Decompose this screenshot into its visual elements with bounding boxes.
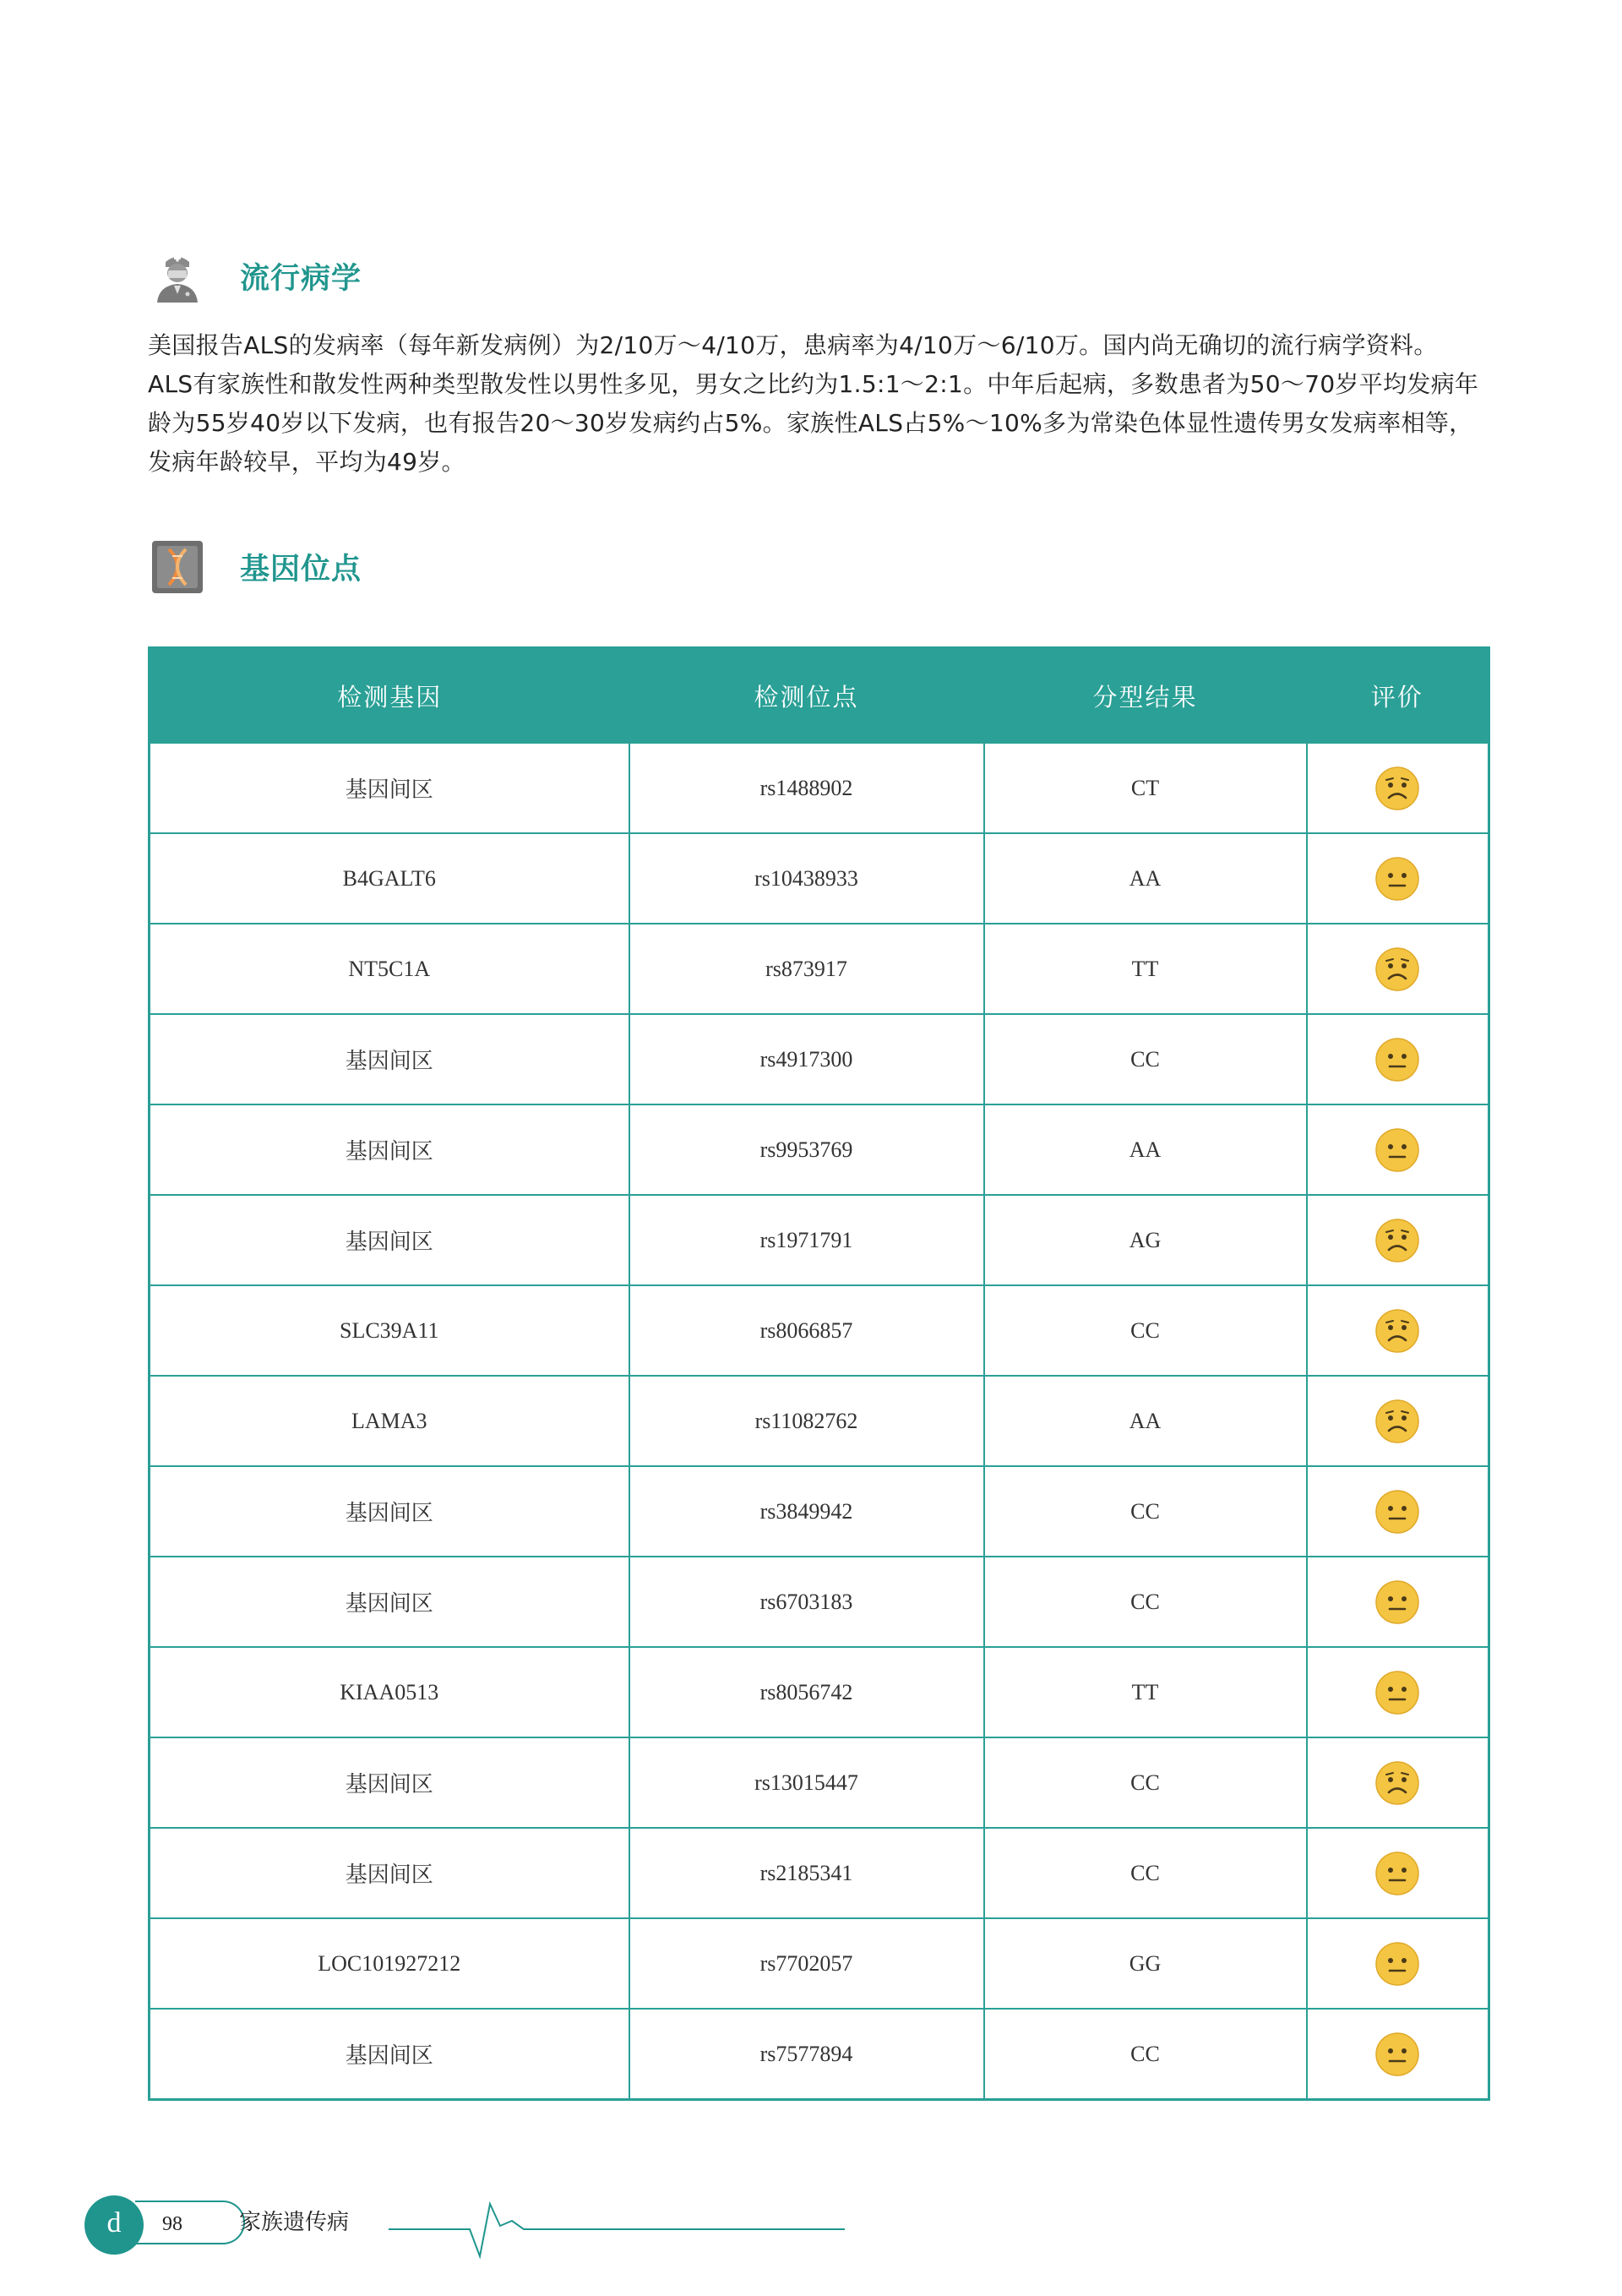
epidemiology-paragraph: 美国报告ALS的发病率（每年新发病例）为2/10万～4/10万，患病率为4/10万～6/10万。国内尚无确切的流行病学资料。ALS有家族性和散发性两种类型散发性以男性多见，男女之比约为1.5:1～2:1。中年后起病，多数患者为50～70岁平均发病年龄为55岁40岁以下发病，也有报告20～30岁发病约占5%。家族性ALS占5%～10%多为常染色体显性遗传男女发病率相等，发病年龄较早，平均为49岁。 (148, 331, 1479, 476)
footer-label: 家族遗传病 (239, 2210, 350, 2235)
header-rating: 评价 (1307, 648, 1489, 744)
rating-cell (1307, 1918, 1489, 2009)
site-cell: rs2185341 (629, 1828, 984, 1918)
gene-cell: 基因间区 (150, 1737, 629, 1828)
neutral-face-icon (1374, 1941, 1420, 1987)
table-row (150, 1285, 1489, 1376)
table-row (150, 1195, 1489, 1285)
sad-face-icon (1374, 766, 1420, 811)
genotype-cell: TT (984, 924, 1307, 1014)
sad-face-icon (1374, 1308, 1420, 1354)
sad-face-icon (1374, 1218, 1420, 1263)
rating-cell (1307, 1828, 1489, 1918)
sad-face-icon (1374, 1399, 1420, 1444)
table-row (150, 743, 1489, 833)
rating-cell (1307, 1376, 1489, 1466)
table-header-row (150, 648, 1489, 744)
genotype-cell: AA (984, 1376, 1307, 1466)
rating-cell (1307, 1647, 1489, 1737)
gene-cell: LOC101927212 (150, 1918, 629, 2009)
table-row (150, 1104, 1489, 1195)
site-cell: rs3849942 (629, 1466, 984, 1557)
table-row (150, 1828, 1489, 1918)
gene-cell: KIAA0513 (150, 1647, 629, 1737)
gene-cell: 基因间区 (150, 1828, 629, 1918)
rating-cell (1307, 1737, 1489, 1828)
rating-cell (1307, 1195, 1489, 1285)
gene-table (148, 646, 1490, 2101)
gene-cell: LAMA3 (150, 1376, 629, 1466)
sad-face-icon (1374, 946, 1420, 992)
neutral-face-icon (1374, 856, 1420, 902)
genotype-cell: TT (984, 1647, 1307, 1737)
table-row (150, 924, 1489, 1014)
neutral-face-icon (1374, 1489, 1420, 1535)
genotype-cell: CC (984, 1014, 1307, 1104)
gene-cell: B4GALT6 (150, 833, 629, 924)
rating-cell (1307, 2009, 1489, 2100)
table-row (150, 1376, 1489, 1466)
site-cell: rs7577894 (629, 2009, 984, 2100)
site-cell: rs1971791 (629, 1195, 984, 1285)
genotype-cell: AA (984, 1104, 1307, 1195)
gene-cell: 基因间区 (150, 1104, 629, 1195)
table-row (150, 1737, 1489, 1828)
gene-loci-heading (152, 541, 362, 593)
page-footer (84, 2195, 845, 2263)
site-cell: rs8066857 (629, 1285, 984, 1376)
table-row (150, 1647, 1489, 1737)
epidemiology-title: 流行病学 (240, 262, 362, 296)
epidemiology-heading (152, 250, 362, 303)
neutral-face-icon (1374, 2031, 1420, 2077)
gene-cell: 基因间区 (150, 1557, 629, 1647)
site-cell: rs7702057 (629, 1918, 984, 2009)
page-number: 98 (135, 2201, 245, 2244)
table-row (150, 1918, 1489, 2009)
dna-icon (152, 541, 203, 593)
genotype-cell: AG (984, 1195, 1307, 1285)
genotype-cell: CC (984, 1557, 1307, 1647)
gene-loci-title: 基因位点 (240, 553, 362, 586)
rating-cell (1307, 743, 1489, 833)
doctor-icon (152, 250, 203, 303)
genotype-cell: CT (984, 743, 1307, 833)
genotype-cell: CC (984, 1828, 1307, 1918)
genotype-cell: CC (984, 1285, 1307, 1376)
rating-cell (1307, 924, 1489, 1014)
neutral-face-icon (1374, 1127, 1420, 1173)
neutral-face-icon (1374, 1851, 1420, 1896)
rating-cell (1307, 833, 1489, 924)
table-row (150, 833, 1489, 924)
header-site: 检测位点 (629, 648, 984, 744)
site-cell: rs1488902 (629, 743, 984, 833)
rating-cell (1307, 1557, 1489, 1647)
table-row (150, 1466, 1489, 1557)
site-cell: rs4917300 (629, 1014, 984, 1104)
site-cell: rs8056742 (629, 1647, 984, 1737)
table-body (150, 743, 1489, 2100)
gene-cell: 基因间区 (150, 743, 629, 833)
genotype-cell: CC (984, 1737, 1307, 1828)
gene-cell: 基因间区 (150, 2009, 629, 2100)
footer-badge: d (84, 2195, 144, 2255)
header-gene: 检测基因 (150, 648, 629, 744)
genotype-cell: GG (984, 1918, 1307, 2009)
site-cell: rs13015447 (629, 1737, 984, 1828)
table-row (150, 2009, 1489, 2100)
site-cell: rs9953769 (629, 1104, 984, 1195)
gene-cell: NT5C1A (150, 924, 629, 1014)
neutral-face-icon (1374, 1670, 1420, 1715)
genotype-cell: CC (984, 2009, 1307, 2100)
table-row (150, 1557, 1489, 1647)
site-cell: rs6703183 (629, 1557, 984, 1647)
gene-cell: 基因间区 (150, 1195, 629, 1285)
site-cell: rs10438933 (629, 833, 984, 924)
rating-cell (1307, 1466, 1489, 1557)
rating-cell (1307, 1104, 1489, 1195)
neutral-face-icon (1374, 1579, 1420, 1625)
gene-table-container (148, 646, 1488, 2101)
table-row (150, 1014, 1489, 1104)
rating-cell (1307, 1285, 1489, 1376)
genotype-cell: CC (984, 1466, 1307, 1557)
gene-cell: 基因间区 (150, 1014, 629, 1104)
heartbeat-line (389, 2195, 845, 2263)
gene-cell: 基因间区 (150, 1466, 629, 1557)
site-cell: rs11082762 (629, 1376, 984, 1466)
neutral-face-icon (1374, 1037, 1420, 1083)
sad-face-icon (1374, 1760, 1420, 1806)
site-cell: rs873917 (629, 924, 984, 1014)
gene-cell: SLC39A11 (150, 1285, 629, 1376)
rating-cell (1307, 1014, 1489, 1104)
header-genotype: 分型结果 (984, 648, 1307, 744)
genotype-cell: AA (984, 833, 1307, 924)
